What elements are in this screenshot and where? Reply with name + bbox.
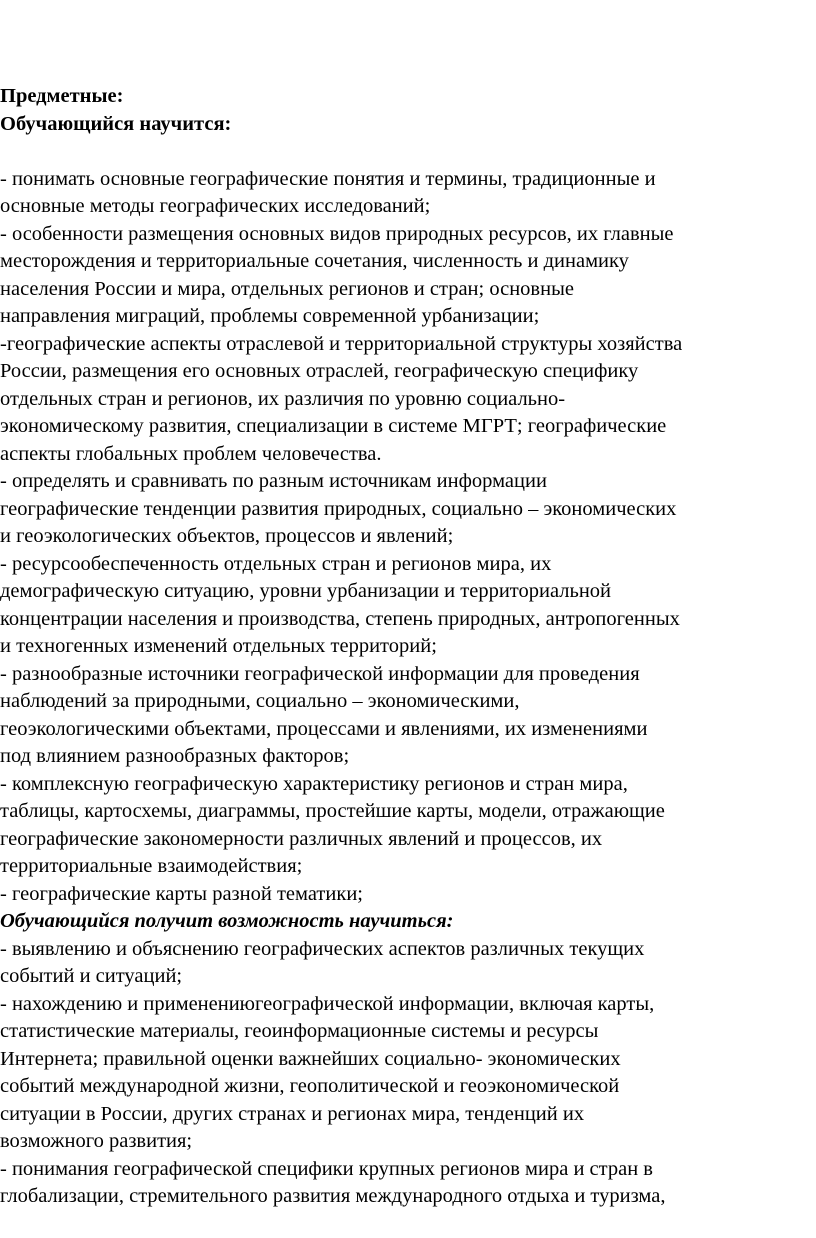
section-opportunity [0,936,816,1211]
text-line: ситуации в России, других странах и регионах мира, тенденций их [0,1102,585,1125]
text-line: наблюдений за природными, социально – экономическими, [0,690,520,712]
text-line: экономическому развития, специализации в системе МГРТ; географические [0,415,667,437]
text-line: территориальные взаимодействия; [0,855,303,877]
blank-line [0,138,816,166]
text-line: - комплексную географическую характеристику регионов и стран мира, [0,772,628,795]
text-line: Интернета; правильной оценки важнейших социально- экономических [0,1047,621,1070]
text-line: и геоэкологических объектов, процессов и явлений; [0,525,454,547]
section-will-learn [0,166,816,909]
text-line: - понимать основные географические понятия и термины, традиционные и [0,167,656,190]
text-line: - разнообразные источники географической информации для проведения [0,662,640,685]
text-line: событий международной жизни, геополитической и геоэкономической [0,1075,620,1097]
heading: Предметные: [0,85,124,107]
text-line: - географические карты разной тематики; [0,882,363,905]
text-line: населения России и мира, отдельных регионов и стран; основные [0,277,574,300]
text-line: направления миграций, проблемы современной урбанизации; [0,305,540,327]
text-line: -географические аспекты отраслевой и территориальной структуры хозяйства [0,332,683,355]
text-line: отдельных стран и регионов, их различия по уровню социально- [0,387,566,410]
text-line: глобализации, стремительного развития международного отдыха и туризма, [0,1185,666,1207]
text-line: таблицы, картосхемы, диаграммы, простейшие карты, модели, отражающие [0,800,665,822]
subheading-opportunity: Обучающийся получит возможность научиться: [0,910,454,932]
text-line: геоэкологическими объектами, процессами и явлениями, их изменениями [0,717,648,740]
text-line: - ресурсообеспеченность отдельных стран и регионов мира, их [0,552,552,575]
text-line: и техногенных изменений отдельных территорий; [0,635,437,657]
text-line: концентрации населения и производства, степень природных, антропогенных [0,607,680,630]
text-line: - нахождению и применениюгеографической информации, включая карты, [0,992,655,1015]
text-line: демографическую ситуацию, уровни урбанизации и территориальной [0,580,612,602]
document-page [0,83,816,1211]
text-line: под влиянием разнообразных факторов; [0,745,350,767]
subheading-will-learn: Обучающийся научится: [0,112,232,135]
text-line: месторождения и территориальные сочетания, численность и динамику [0,250,629,272]
text-line: событий и ситуаций; [0,965,183,987]
text-line: - выявлению и объяснению географических аспектов различных текущих [0,937,645,960]
text-line: России, размещения его основных отраслей, географическую специфику [0,360,639,382]
text-line: географические тенденции развития природных, социально – экономических [0,497,677,520]
text-line: - особенности размещения основных видов природных ресурсов, их главные [0,222,674,245]
text-line: аспекты глобальных проблем человечества. [0,442,382,465]
text-line: - понимания географической специфики крупных регионов мира и стран в [0,1157,653,1180]
text-line: географические закономерности различных явлений и процессов, их [0,827,603,850]
text-line: возможного развития; [0,1130,193,1152]
text-line: основные методы географических исследований; [0,195,431,217]
text-line: - определять и сравнивать по разным источникам информации [0,470,547,492]
text-line: статистические материалы, геоинформационные системы и ресурсы [0,1020,599,1042]
